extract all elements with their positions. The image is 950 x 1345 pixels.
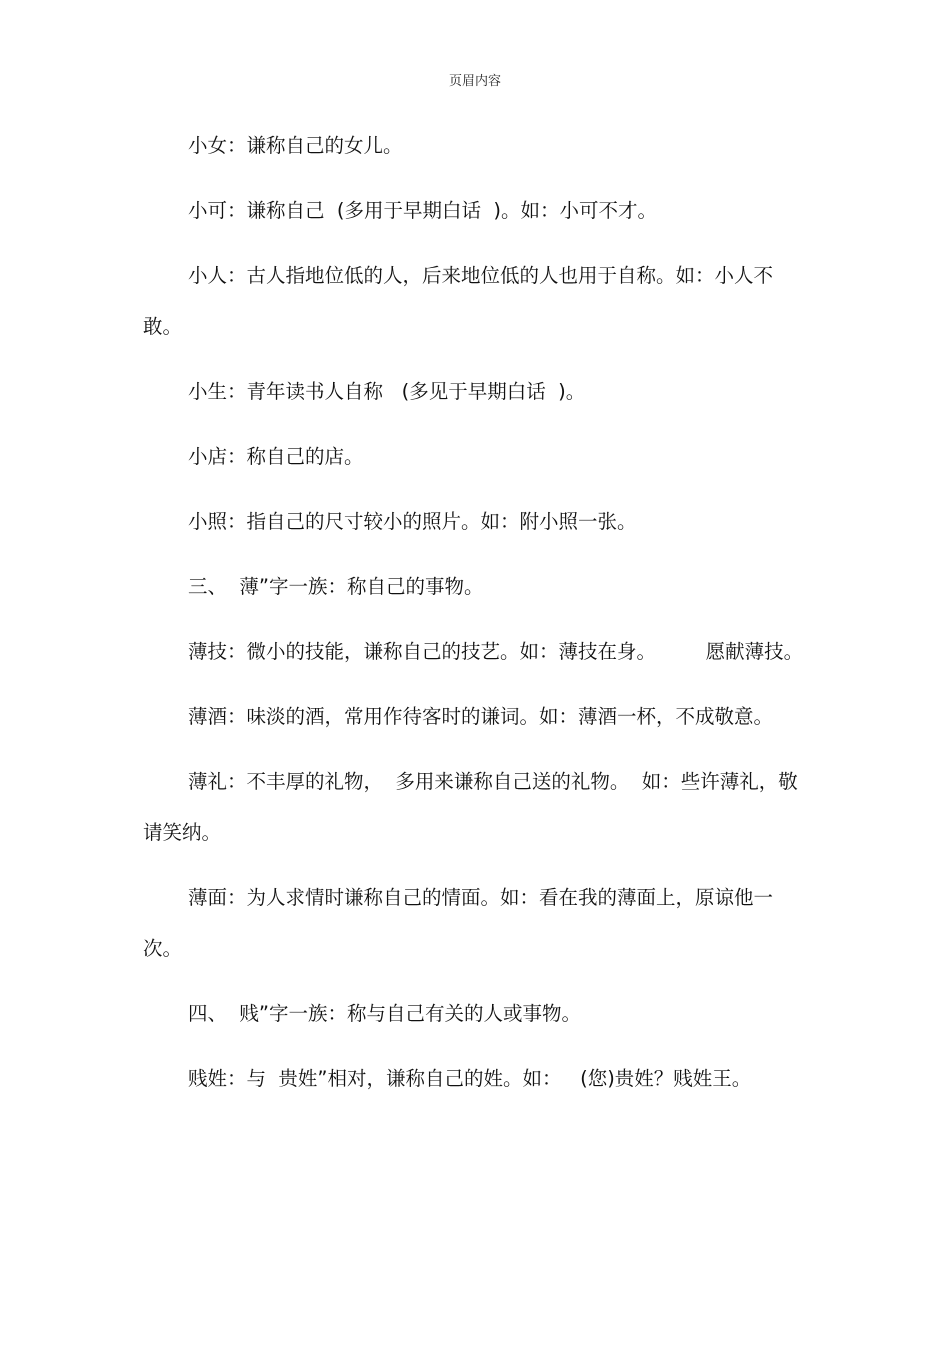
paragraph-bomian: 薄面：为人求情时谦称自己的情面。如：看在我的薄面上，原谅他一次。	[143, 886, 774, 960]
paragraph-xiaozhao: 小照：指自己的尺寸较小的照片。如：附小照一张。	[188, 510, 637, 533]
paragraph-jianxing: 贱姓：与 贵姓”相对，谦称自己的姓。如： (您)贵姓？贱姓王。	[188, 1067, 752, 1090]
paragraph-xiaosheng: 小生：青年读书人自称 (多见于早期白话 )。	[188, 380, 586, 403]
paragraph-boli: 薄礼：不丰厚的礼物， 多用来谦称自己送的礼物。 如：些许薄礼，敬请笑纳。	[143, 770, 798, 844]
paragraph-xiaoke: 小可：谦称自己 (多用于早期白话 )。如：小可不才。	[188, 199, 658, 222]
paragraph-boji: 薄技：微小的技能，谦称自己的技艺。如：薄技在身。 愿献薄技。	[188, 640, 804, 663]
paragraph-xiaodian: 小店：称自己的店。	[188, 445, 364, 468]
page-header: 页眉内容	[448, 74, 501, 89]
paragraph-xiaonv: 小女：谦称自己的女儿。	[188, 134, 403, 157]
section-heading-bo: 三、 薄”字一族：称自己的事物。	[188, 575, 484, 598]
paragraph-xiaoren: 小人：古人指地位低的人，后来地位低的人也用于自称。如：小人不敢。	[143, 264, 774, 338]
section-heading-jian: 四、 贱”字一族：称与自己有关的人或事物。	[188, 1002, 581, 1025]
paragraph-bojiu: 薄酒：味淡的酒，常用作待客时的谦词。如：薄酒一杯，不成敬意。	[188, 705, 774, 728]
document-body	[143, 120, 808, 1118]
